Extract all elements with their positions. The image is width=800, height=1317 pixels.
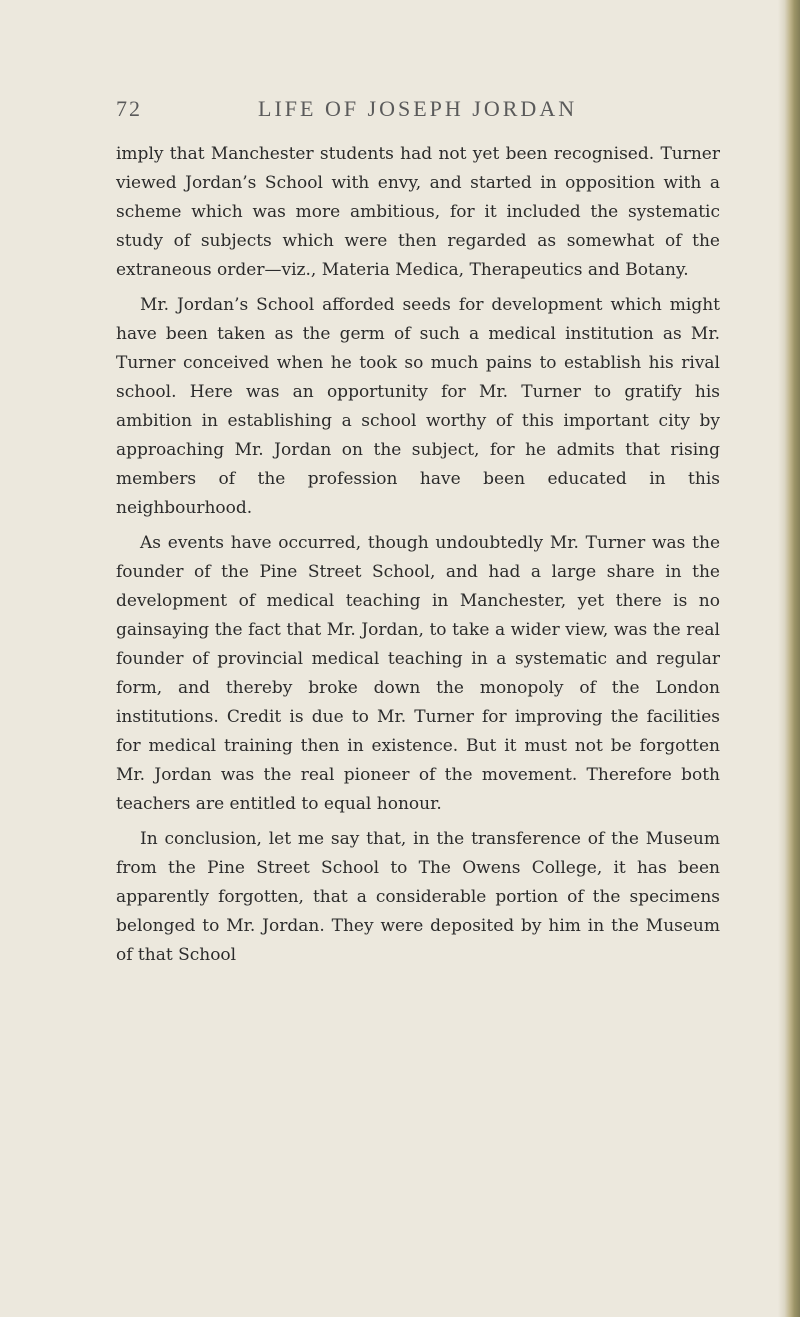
page-edge-shadow <box>778 0 800 1317</box>
paragraph-4: In conclusion, let me say that, in the transference of the Museum from the Pine Street School to The Owens College, it has been apparently forgotten, that a considerable portion of the specimens belonged to Mr. Jordan. They were deposited by him in the Museum of that School <box>116 829 720 965</box>
page-number: 72 <box>116 96 142 121</box>
page-header <box>116 96 716 126</box>
paragraph-3: As events have occurred, though undoubtedly Mr. Turner was the founder of the Pine Street School, and had a large share in the development of medical teaching in Manchester, yet there is no gainsaying the fact that Mr. Jordan, to take a wider view, was the real founder of provincial medical teaching in a systematic and regular form, and thereby broke down the monopoly of the London institutions. Credit is due to Mr. Turner for improving the facilities for medical training then in existence. But it must not be forgotten Mr. Jordan was the real pioneer of the movement. Therefore both teachers are entitled to equal honour. <box>116 533 720 814</box>
body-text <box>116 140 720 976</box>
running-head: LIFE OF JOSEPH JORDAN <box>258 96 578 121</box>
paragraph-2: Mr. Jordan’s School afforded seeds for development which might have been taken as the germ of such a medical institution as Mr. Turner conceived when he took so much pains to establish his rival school. Here was an opportunity for Mr. Turner to gratify his ambition in establishing a school worthy of this important city by approaching Mr. Jordan on the subject, for he admits that rising members of the profession have been educated in this neighbourhood. <box>116 295 720 518</box>
paragraph-1: imply that Manchester students had not yet been recognised. Turner viewed Jordan’s School with envy, and started in opposition with a scheme which was more ambitious, for it included the systematic study of subjects which were then regarded as somewhat of the extraneous order—viz., Materia Medica, Therapeutics and Botany. <box>116 144 720 280</box>
